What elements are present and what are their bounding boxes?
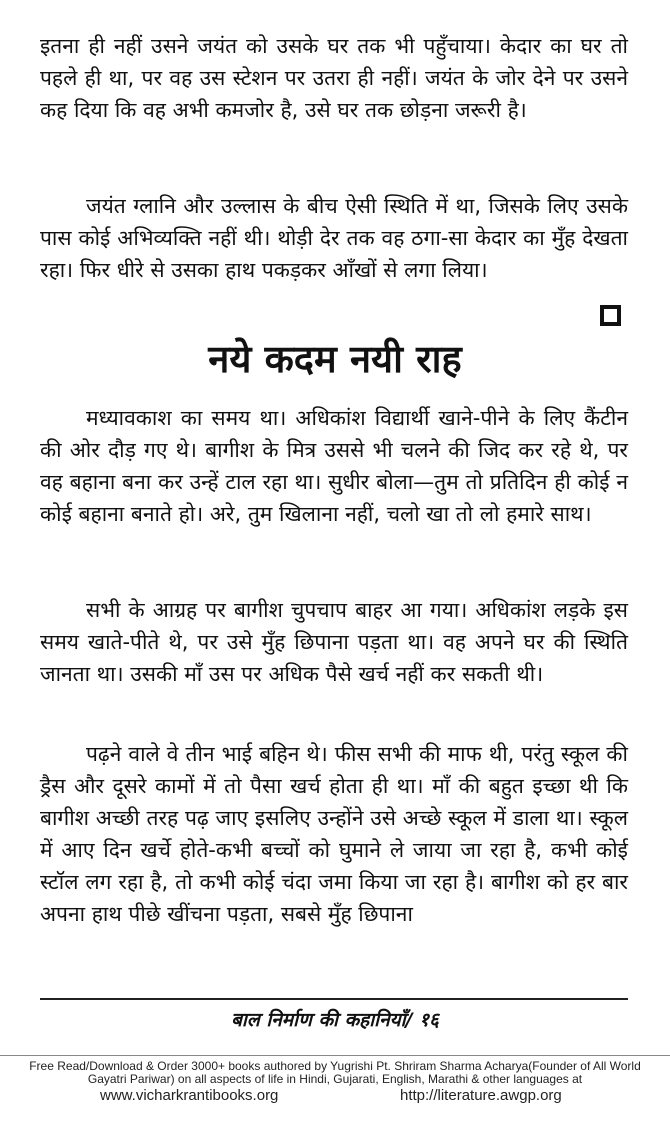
story-title: नये कदम नयी राह — [208, 337, 462, 381]
story-paragraph-1: मध्यावकाश का समय था। अधिकांश विद्यार्थी खाने-पीने के लिए कैंटीन की ओर दौड़ गए थे। बागीश के मित्र उससे भी चलने की जिद कर रहे थे, पर वह बहाना बना कर उन्हें टाल रहा था। सुधीर बोला—तुम तो प्रतिदिन ही कोई न कोई बहाना बनाते हो। अरे, तुम खिलाना नहीं, चलो खा तो लो हमारे साथ। — [40, 406, 628, 526]
vicharkranti-link[interactable]: www.vicharkrantibooks.org — [100, 1087, 279, 1104]
publisher-promo-text: Free Read/Download & Order 3000+ books authored by Yugrishi Pt. Shriram Sharma Acharya(Founder of All World Gayatri Pariwar) on all aspects of life in Hindi, Gujarati, English, Marathi & other languages at — [29, 1059, 641, 1086]
previous-story-paragraph: इतना ही नहीं उसने जयंत को उसके घर तक भी पहुँचाया। केदार का घर तो पहले ही था, पर वह उस स्टेशन पर उतरा ही नहीं। जयंत के जोर देने पर उसने कह दिया कि वह अभी कमजोर है, उसे घर तक छोड़ना जरूरी है। — [40, 34, 628, 122]
previous-story-final-paragraph: जयंत ग्लानि और उल्लास के बीच ऐसी स्थिति में था, जिसके लिए उसके पास कोई अभिव्यक्ति नहीं थी। थोड़ी देर तक वह ठगा-सा केदार का मुँह देखता रहा। फिर धीरे से उसका हाथ पकड़कर आँखों से लगा लिया। — [40, 194, 628, 282]
story-paragraph-3: पढ़ने वाले वे तीन भाई बहिन थे। फीस सभी की माफ थी, परंतु स्कूल की ड्रैस और दूसरे कामों में तो पैसा खर्च होता ही था। माँ की बहुत इच्छा थी कि बागीश अच्छी तरह पढ़ जाए इसलिए उन्होंने उसे अच्छे स्कूल में डाला था। स्कूल में आए दिन खर्चे होते-कभी बच्चों को घुमाने ले जाया जा रहा है, कभी कोई स्टॉल लग रहा है, तो कभी कोई चंदा जमा किया जा रहा है। बागीश को हर बार अपना हाथ पीछे खींचना पड़ता, सबसे मुँह छिपाना — [40, 742, 628, 926]
story-paragraph-2: सभी के आग्रह पर बागीश चुपचाप बाहर आ गया। अधिकांश लड़के इस समय खाते-पीते थे, पर उसे मुँह छिपाना पड़ता था। वह अपने घर की स्थिति जानता था। उसकी माँ उस पर अधिक पैसे खर्च नहीं कर सकती थी। — [40, 598, 628, 686]
publisher-divider — [0, 1055, 670, 1056]
footer-divider — [40, 998, 628, 1000]
literature-awgp-link[interactable]: http://literature.awgp.org — [400, 1087, 562, 1104]
book-page-footer: बाल निर्माण की कहानियाँ/ १६ — [231, 1009, 439, 1031]
story-end-square-icon — [600, 305, 621, 326]
